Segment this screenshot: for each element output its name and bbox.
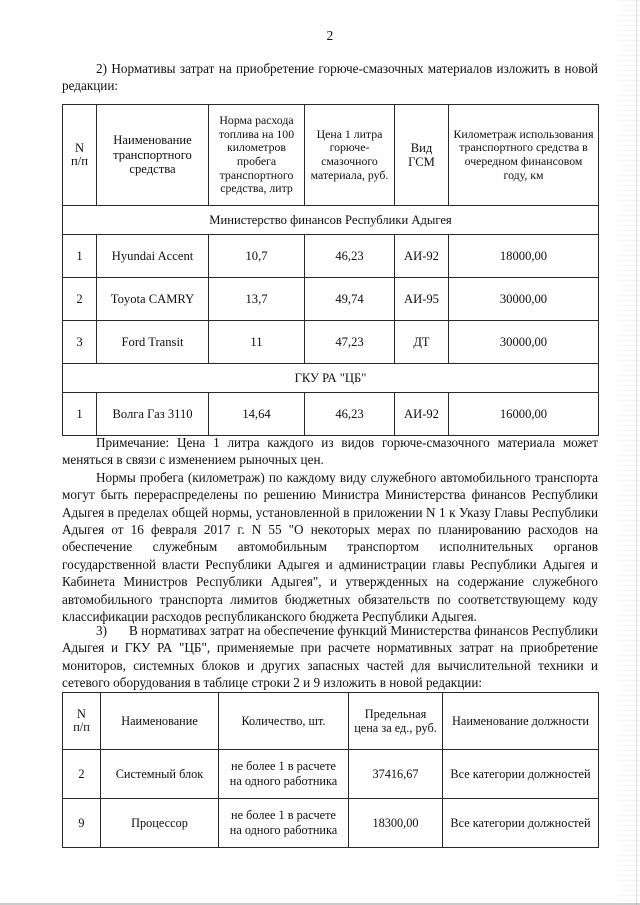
cell-number: 1 bbox=[63, 235, 97, 278]
table-header-row bbox=[63, 693, 599, 750]
cell-quantity bbox=[219, 799, 349, 848]
note-paragraph-1: Примечание: Цена 1 литра каждого из видов горюче-смазочного материала может меняться в связи с изменением рыночных цен. bbox=[62, 435, 598, 468]
equipment-table bbox=[62, 692, 599, 848]
header-cell-liter-price: Цена 1 литра горюче-смазочного материала, руб. bbox=[305, 105, 395, 206]
cell-liter-price: 49,74 bbox=[305, 278, 395, 321]
cell-fuel-kind: ДТ bbox=[395, 321, 449, 364]
cell-max-price: 18300,00 bbox=[349, 799, 443, 848]
equipment-table-container bbox=[62, 692, 598, 848]
intro-section bbox=[62, 60, 598, 95]
table-row bbox=[63, 278, 599, 321]
scan-edge-line bbox=[636, 0, 637, 905]
header-cell-mileage: Километраж использования транспортного средства в очередном финансовом году, км bbox=[449, 105, 599, 206]
cell-quantity-line2: на одного работника bbox=[229, 774, 338, 788]
header-cell-number bbox=[63, 693, 101, 750]
cell-mileage: 30000,00 bbox=[449, 278, 599, 321]
cell-max-price: 37416,67 bbox=[349, 750, 443, 799]
cell-vehicle-name: Волга Газ 3110 bbox=[97, 393, 209, 436]
table-group-row bbox=[63, 206, 599, 235]
cell-fuel-kind: АИ-92 bbox=[395, 393, 449, 436]
header-cell-fuel-kind: Вид ГСМ bbox=[395, 105, 449, 206]
header-cell-vehicle-name: Наименование транспортного средства bbox=[97, 105, 209, 206]
table-group-row bbox=[63, 364, 599, 393]
cell-mileage: 30000,00 bbox=[449, 321, 599, 364]
cell-number: 2 bbox=[63, 750, 101, 799]
cell-mileage: 18000,00 bbox=[449, 235, 599, 278]
table-row bbox=[63, 799, 599, 848]
cell-quantity bbox=[219, 750, 349, 799]
table-row bbox=[63, 321, 599, 364]
note-paragraph-2: Нормы пробега (километраж) по каждому виду служебного автомобильного транспорта могут быть перераспределены по решению Министра Министерства финансов Республики Адыгея в пределах общей нормы, установленной в приложении N 1 к Указу Главы Республики Адыгея от 16 февраля 2017 г. N 55 "О некоторых мерах по планированию расходов на обеспечение служебным автомобильным транспортом исполнительных органов государственной власти Республики Адыгея и администрации главы Республики Адыгея и Кабинета Министров Республики Адыгея", и утвержденных на содержание служебного автомобильного транспорта лимитов бюджетных обязательств по соответствующему коду классификации расходов республиканского бюджета Республики Адыгея. bbox=[62, 469, 598, 625]
cell-number: 9 bbox=[63, 799, 101, 848]
cell-fuel-kind: АИ-92 bbox=[395, 235, 449, 278]
cell-fuel-norm: 11 bbox=[209, 321, 305, 364]
table-row bbox=[63, 750, 599, 799]
cell-number: 1 bbox=[63, 393, 97, 436]
cell-fuel-norm: 14,64 bbox=[209, 393, 305, 436]
header-n-sub: п/п bbox=[73, 720, 90, 734]
fuel-norms-table bbox=[62, 104, 599, 436]
cell-liter-price: 47,23 bbox=[305, 321, 395, 364]
equipment-table-body bbox=[63, 750, 599, 848]
section3-marker: 3) bbox=[96, 623, 107, 638]
cell-position-name: Все категории должностей bbox=[443, 799, 599, 848]
intro-paragraph: 2) Нормативы затрат на приобретение горюче-смазочных материалов изложить в новой редакции: bbox=[62, 61, 598, 94]
cell-quantity-line1: не более 1 в расчете bbox=[231, 759, 336, 774]
header-cell-quantity: Количество, шт. bbox=[219, 693, 349, 750]
cell-vehicle-name: Hyundai Accent bbox=[97, 235, 209, 278]
cell-position-name: Все категории должностей bbox=[443, 750, 599, 799]
cell-quantity-line1: не более 1 в расчете bbox=[231, 808, 336, 823]
cell-fuel-norm: 13,7 bbox=[209, 278, 305, 321]
fuel-table-body bbox=[63, 206, 599, 436]
cell-mileage: 16000,00 bbox=[449, 393, 599, 436]
equipment-table-header bbox=[63, 693, 599, 750]
header-n-sub: п/п bbox=[71, 154, 88, 168]
cell-liter-price: 46,23 bbox=[305, 235, 395, 278]
cell-vehicle-name: Ford Transit bbox=[97, 321, 209, 364]
section3 bbox=[62, 622, 598, 692]
header-cell-fuel-norm: Норма расхода топлива на 100 километров пробега транспортного средства, литр bbox=[209, 105, 305, 206]
group-title-ministry: Министерство финансов Республики Адыгея bbox=[63, 206, 599, 235]
cell-quantity-line2: на одного работника bbox=[229, 823, 338, 837]
header-cell-max-price: Предельная цена за ед., руб. bbox=[349, 693, 443, 750]
cell-fuel-norm: 10,7 bbox=[209, 235, 305, 278]
header-n: N bbox=[74, 140, 85, 155]
note-section bbox=[62, 434, 598, 625]
header-n: N bbox=[77, 706, 86, 721]
cell-liter-price: 46,23 bbox=[305, 393, 395, 436]
section3-paragraph bbox=[62, 622, 598, 692]
group-title-gku: ГКУ РА "ЦБ" bbox=[63, 364, 599, 393]
table-header-row bbox=[63, 105, 599, 206]
table-row bbox=[63, 235, 599, 278]
cell-item-name: Процессор bbox=[101, 799, 219, 848]
section3-text: В нормативах затрат на обеспечение функций Министерства финансов Республики Адыгея и ГКУ РА "ЦБ", применяемые при расчете нормативных затрат на приобретение мониторов, системных блоков и других запасных частей для вычислительной техники и сетевого оборудования в таблице строки 2 и 9 изложить в новой редакции: bbox=[62, 623, 598, 691]
cell-number: 2 bbox=[63, 278, 97, 321]
header-cell-item-name: Наименование bbox=[101, 693, 219, 750]
cell-vehicle-name: Toyota CAMRY bbox=[97, 278, 209, 321]
fuel-norms-table-container bbox=[62, 104, 598, 436]
header-cell-number bbox=[63, 105, 97, 206]
cell-number: 3 bbox=[63, 321, 97, 364]
page-number: 2 bbox=[326, 28, 334, 43]
cell-item-name: Системный блок bbox=[101, 750, 219, 799]
fuel-table-header bbox=[63, 105, 599, 206]
table-row bbox=[63, 393, 599, 436]
cell-fuel-kind: АИ-95 bbox=[395, 278, 449, 321]
header-cell-position-name: Наименование должности bbox=[443, 693, 599, 750]
